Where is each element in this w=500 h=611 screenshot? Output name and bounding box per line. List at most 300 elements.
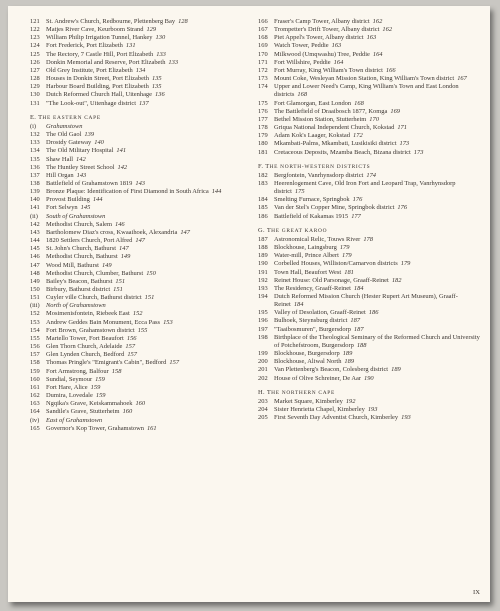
index-entry xyxy=(258,26,480,34)
entry-title: Watch Tower, Peddie xyxy=(274,42,329,50)
entry-title: Fort Willshire, Peddie xyxy=(274,58,331,66)
entry-page-number: 187 xyxy=(350,317,361,325)
entry-number: 155 xyxy=(30,334,40,342)
entry-title: Fort Glamorgan, East London xyxy=(274,99,352,107)
index-entry xyxy=(30,164,252,172)
entry-title: Mkambati-Palms, Mkambati, Lusikisiki district xyxy=(274,140,397,148)
entry-page-number: 184 xyxy=(353,284,364,292)
entry-title: Cuyler ville Church, Bathurst district xyxy=(46,294,142,302)
entry-page-number: 142 xyxy=(117,163,128,171)
entry-number: 144 xyxy=(30,237,40,245)
entry-title: Thomas Pringle's "Emigrant's Cabin", Bedford xyxy=(46,359,167,367)
entry-title: Cretaceous Deposits, Mzamba Beach, Bizana district xyxy=(274,148,411,156)
entry-number: 145 xyxy=(30,245,40,253)
index-entry xyxy=(258,59,480,67)
index-entry xyxy=(30,34,252,42)
entry-page-number: 174 xyxy=(366,171,376,179)
entry-title: Battlefield of Kakamas 1915 xyxy=(274,212,349,220)
entry-number: 164 xyxy=(30,408,40,416)
entry-title: Mosimenisfontein, Riebeek East xyxy=(46,310,130,318)
index-entry xyxy=(258,124,480,132)
entry-number: 156 xyxy=(30,343,40,351)
entry-title: The Huntley Street School xyxy=(46,163,115,171)
index-entry xyxy=(258,293,480,309)
entry-title: Adam Kok's Laager, Kokstad xyxy=(274,132,350,140)
entry-title: Dumira, Lovedale xyxy=(46,392,93,400)
entry-number: 184 xyxy=(258,196,268,204)
index-entry xyxy=(258,406,480,414)
entry-number: 171 xyxy=(258,58,268,66)
entry-page-number: 178 xyxy=(363,235,373,243)
entry-number: 163 xyxy=(30,400,40,408)
section-letter: G. xyxy=(258,226,265,234)
entry-title: The Old Gaol xyxy=(46,131,82,139)
entry-page-number: 142 xyxy=(76,155,86,163)
index-entry xyxy=(30,147,252,155)
entry-page-number: 177 xyxy=(351,212,361,220)
entry-number: 142 xyxy=(30,220,40,228)
entry-number: 124 xyxy=(30,42,40,50)
index-entry xyxy=(30,180,252,188)
entry-title: Fort Brown, Grahamstown district xyxy=(46,326,135,334)
entry-title: Drostdy Gateway xyxy=(46,139,92,147)
entry-title: Smelting Furnace, Springbok xyxy=(274,196,350,204)
entry-number: 152 xyxy=(30,310,40,318)
entry-number: 165 xyxy=(30,424,40,432)
right-column xyxy=(258,18,480,422)
entry-number: 150 xyxy=(30,286,40,293)
entry-title: Bergfontein, Vanrhynsdorp district xyxy=(274,171,364,179)
entry-title: Fort Selwyn xyxy=(46,204,78,212)
entry-page-number: 176 xyxy=(397,204,408,212)
entry-page-number: 189 xyxy=(342,350,353,358)
index-entry xyxy=(258,309,480,317)
entry-title: Governor's Kop Tower, Grahamstown xyxy=(46,424,144,432)
entry-title: Methodist Church, Clumber, Bathurst xyxy=(46,269,144,277)
index-entry xyxy=(30,139,252,147)
index-entry xyxy=(30,262,252,270)
entry-page-number: 190 xyxy=(363,374,374,382)
entry-title: Fort Hare, Alice xyxy=(46,383,88,391)
entry-number: 134 xyxy=(30,147,40,155)
entry-number: 174 xyxy=(258,83,268,91)
entry-title: Bailey's Beacon, Bathurst xyxy=(46,277,113,285)
entry-title: Shaw Hall xyxy=(46,155,73,163)
entry-page-number: 129 xyxy=(146,26,157,34)
entry-page-number: 173 xyxy=(413,148,424,156)
index-entry xyxy=(258,269,480,277)
index-entry xyxy=(258,75,480,83)
entry-title: Birthplace of the Theological Seminary of the Reformed Church and University of Potchefstroom, Burgersdorp xyxy=(274,333,480,349)
entry-number: 137 xyxy=(30,171,40,179)
entry-title: Upper and Lower Need's Camp, King William's Town and East London districts xyxy=(274,83,459,99)
section-letter: E. xyxy=(30,113,37,121)
entry-title: First Seventh Day Adventist Church, Kimberley xyxy=(274,414,399,422)
index-entry xyxy=(258,277,480,285)
entry-number: 147 xyxy=(30,261,40,269)
entry-page-number: 153 xyxy=(163,318,173,326)
entry-page-number: 169 xyxy=(390,107,400,115)
entry-page-number: 144 xyxy=(211,188,222,196)
entry-page-number: 134 xyxy=(135,66,146,74)
entry-number: (i) xyxy=(30,122,37,130)
entry-number: 123 xyxy=(30,34,40,42)
entry-title: Corbelled Houses, Williston/Carnarvon districts xyxy=(274,260,398,268)
entry-page-number: 128 xyxy=(178,18,188,25)
entry-page-number: 141 xyxy=(116,147,127,155)
entry-number: 202 xyxy=(258,374,268,382)
entry-number: 125 xyxy=(30,50,40,58)
entry-title: Fort Murray, King William's Town district xyxy=(274,66,383,74)
index-entry xyxy=(258,34,480,42)
entry-number: 193 xyxy=(258,284,268,292)
entry-page-number: 156 xyxy=(126,334,137,342)
entry-number: 173 xyxy=(258,75,268,83)
entry-number: 143 xyxy=(30,228,40,236)
entry-number: 195 xyxy=(258,309,268,317)
entry-number: 157 xyxy=(30,351,40,359)
entry-number: 151 xyxy=(30,294,40,302)
index-entry xyxy=(30,294,252,302)
entry-page-number: 150 xyxy=(146,269,156,277)
entry-number: 199 xyxy=(258,350,268,358)
entry-number: 177 xyxy=(258,115,268,123)
entry-number: 121 xyxy=(30,18,40,25)
entry-title: Milkwood (Umqwashu) Tree, Peddie xyxy=(274,50,370,58)
entry-number: 129 xyxy=(30,83,40,91)
entry-page-number: 147 xyxy=(119,245,129,253)
entry-number: 139 xyxy=(30,188,40,196)
index-entry xyxy=(30,278,252,286)
index-entry xyxy=(258,67,480,75)
entry-title: Fraser's Camp Tower, Albany district xyxy=(274,18,370,25)
section-initial: T xyxy=(266,388,272,396)
entry-page-number: 179 xyxy=(341,252,352,260)
entry-number: 182 xyxy=(258,171,268,179)
index-entry xyxy=(258,334,480,350)
entry-page-number: 144 xyxy=(92,196,103,204)
entry-title: Glen Thorn Church, Adelaide xyxy=(46,343,123,351)
entry-number: 186 xyxy=(258,212,268,220)
section-heading xyxy=(258,163,480,171)
section-title: HE NORTH-WESTERN DISTRICTS xyxy=(269,163,371,170)
index-entry xyxy=(30,131,252,139)
entry-title: Ngqika's Grave, Keiskammahoek xyxy=(46,400,133,408)
entry-page-number: 192 xyxy=(345,397,356,405)
entry-title: Matjes River Cave, Keurboom Strand xyxy=(46,26,144,34)
entry-number: 178 xyxy=(258,124,268,132)
section-heading xyxy=(30,114,252,122)
entry-title: Valley of Desolation, Graaff-Reinet xyxy=(274,309,366,317)
entry-page-number: 149 xyxy=(101,261,112,269)
index-entry xyxy=(258,18,480,26)
entry-title: Blockhouse, Laingsburg xyxy=(274,244,337,252)
entry-title: Hill Organ xyxy=(46,171,74,179)
entry-number: 169 xyxy=(258,42,268,50)
entry-page-number: 146 xyxy=(114,220,125,228)
entry-number: 141 xyxy=(30,204,40,212)
entry-title: Methodist Church, Salem xyxy=(46,220,112,228)
entry-title: Fort Frederick, Port Elizabeth xyxy=(46,42,123,50)
subsection-entry xyxy=(30,213,252,221)
entry-number: 170 xyxy=(258,50,268,58)
entry-title: Donkin Memorial and Reserve, Port Elizabeth xyxy=(46,58,166,66)
entry-title: Dutch Reformed Mission Church (Hester Rupert Art Museum), Graaff-Reinet xyxy=(274,293,458,309)
index-entry xyxy=(30,18,252,26)
entry-title: Bethel Mission Station, Stutterheim xyxy=(274,115,367,123)
subsection-entry xyxy=(30,302,252,310)
index-entry xyxy=(258,132,480,140)
entry-title: 1820 Settlers Church, Port Alfred xyxy=(46,237,133,245)
entry-page-number: 171 xyxy=(397,124,407,132)
entry-title: Grahamstown xyxy=(46,122,83,130)
entry-page-number: 145 xyxy=(80,204,91,212)
index-entry xyxy=(30,384,252,392)
entry-number: 192 xyxy=(258,276,268,284)
entry-page-number: 143 xyxy=(76,171,87,179)
entry-title: Reinet House: Old Parsonage, Graaff-Reinet xyxy=(274,276,389,284)
entry-page-number: 161 xyxy=(146,424,157,432)
index-entry xyxy=(30,286,252,294)
entry-number: (ii) xyxy=(30,212,38,220)
index-entry xyxy=(258,42,480,50)
index-entry xyxy=(30,100,252,108)
index-entry xyxy=(30,188,252,196)
index-entry xyxy=(30,196,252,204)
entry-title: "Taaibosmuren", Burgersdorp xyxy=(274,325,351,333)
entry-page-number: 140 xyxy=(94,139,104,147)
entry-page-number: 130 xyxy=(155,34,166,42)
index-entry xyxy=(30,368,252,376)
entry-page-number: 160 xyxy=(122,408,133,416)
index-entry xyxy=(30,67,252,75)
entry-page-number: 173 xyxy=(399,140,410,148)
index-entry xyxy=(30,221,252,229)
entry-page-number: 188 xyxy=(356,341,367,349)
entry-page-number: 162 xyxy=(382,26,393,34)
entry-number: (iii) xyxy=(30,302,40,310)
entry-title: Fort Armstrong, Balfour xyxy=(46,367,109,375)
index-entry xyxy=(258,358,480,366)
entry-page-number: 193 xyxy=(401,414,411,422)
entry-page-number: 157 xyxy=(127,351,137,359)
index-entry xyxy=(30,400,252,408)
subsection-entry xyxy=(30,123,252,131)
entry-page-number: 193 xyxy=(367,406,378,414)
entry-title: Birbury, Bathurst district xyxy=(46,286,111,293)
index-entry xyxy=(258,398,480,406)
entry-page-number: 166 xyxy=(385,66,396,74)
section-initial: T xyxy=(38,113,43,121)
entry-page-number: 147 xyxy=(180,228,190,236)
section-title: HE EASTERN CAPE xyxy=(42,114,101,121)
index-entry xyxy=(30,376,252,384)
entry-page-number: 133 xyxy=(156,50,166,58)
entry-number: 167 xyxy=(258,26,268,34)
index-entry xyxy=(30,392,252,400)
index-entry xyxy=(258,100,480,108)
entry-number: 138 xyxy=(30,179,40,187)
index-entry xyxy=(258,213,480,221)
index-entry xyxy=(258,149,480,157)
section-letter: H. xyxy=(258,388,265,396)
index-entry xyxy=(258,180,480,196)
entry-page-number: 168 xyxy=(354,99,364,107)
index-entry xyxy=(30,335,252,343)
index-entry xyxy=(258,51,480,59)
entry-title: House of Olive Schreiner, De Aar xyxy=(274,374,361,382)
entry-number: 203 xyxy=(258,397,268,405)
entry-title: Provost Building xyxy=(46,196,90,204)
entry-number: 140 xyxy=(30,196,40,204)
entry-number: 200 xyxy=(258,358,268,366)
entry-title: Van der Stel's Copper Mine, Springbok district xyxy=(274,204,395,212)
entry-number: 189 xyxy=(258,252,268,260)
entry-page-number: 159 xyxy=(90,383,101,391)
entry-number: 196 xyxy=(258,317,268,325)
entry-page-number: 162 xyxy=(372,18,383,25)
index-entry xyxy=(30,59,252,67)
entry-number: 136 xyxy=(30,163,40,171)
entry-page-number: 164 xyxy=(372,50,383,58)
index-entry xyxy=(30,319,252,327)
section-letter: F. xyxy=(258,162,264,170)
index-entry xyxy=(258,204,480,212)
index-entry xyxy=(30,172,252,180)
entry-page-number: 179 xyxy=(339,244,350,252)
section-title: HE NORTHERN CAPE xyxy=(271,389,335,396)
entry-number: 130 xyxy=(30,91,40,99)
entry-number: 158 xyxy=(30,359,40,367)
entry-page-number: 151 xyxy=(113,286,123,293)
entry-page-number: 182 xyxy=(391,276,402,284)
section-heading xyxy=(258,227,480,235)
entry-number: (iv) xyxy=(30,416,40,424)
entry-title: Bronze Plaque: Identification of First Diamond in South Africa xyxy=(46,188,209,196)
entry-number: 197 xyxy=(258,325,268,333)
entry-page-number: 131 xyxy=(125,42,136,50)
entry-number: 166 xyxy=(258,18,268,25)
index-entry xyxy=(258,414,480,422)
entry-title: Water-mill, Prince Albert xyxy=(274,252,339,260)
entry-title: Wood Mill, Bathurst xyxy=(46,261,99,269)
entry-number: 205 xyxy=(258,414,268,422)
entry-number: 176 xyxy=(258,107,268,115)
index-entry xyxy=(258,366,480,374)
entry-page-number: 152 xyxy=(132,310,143,318)
entry-page-number: 143 xyxy=(135,179,146,187)
entry-number: 131 xyxy=(30,99,40,107)
index-entry xyxy=(30,245,252,253)
entry-title: St. John's Church, Bathurst xyxy=(46,245,117,253)
index-entry xyxy=(30,75,252,83)
entry-title: William Philip Irrigation Tunnel, Hankey xyxy=(46,34,153,42)
entry-number: 161 xyxy=(30,383,40,391)
entry-page-number: 176 xyxy=(352,196,363,204)
entry-title: Astronomical Relic, Touws River xyxy=(274,235,361,243)
index-entry xyxy=(258,350,480,358)
entry-number: 183 xyxy=(258,179,268,187)
entry-page-number: 157 xyxy=(169,359,180,367)
entry-page-number: 170 xyxy=(369,115,379,123)
index-entry xyxy=(30,237,252,245)
entry-page-number: 157 xyxy=(125,343,136,351)
entry-title: East of Grahamstown xyxy=(46,416,103,424)
entry-title: Bartholomew Diaz's cross, Kwaaihoek, Alexandria xyxy=(46,228,178,236)
entry-page-number: 184 xyxy=(293,301,304,309)
entry-page-number: 136 xyxy=(155,91,165,99)
entry-number: 204 xyxy=(258,406,268,414)
index-entry xyxy=(258,83,480,99)
section-heading xyxy=(258,389,480,397)
entry-page-number: 179 xyxy=(400,260,411,268)
index-entry xyxy=(258,108,480,116)
index-entry xyxy=(258,252,480,260)
index-entry xyxy=(30,204,252,212)
entry-number: 179 xyxy=(258,132,268,140)
entry-title: Van Plettenberg's Beacon, Colesberg district xyxy=(274,366,389,374)
entry-number: 148 xyxy=(30,269,40,277)
index-entry xyxy=(258,317,480,325)
entry-number: 188 xyxy=(258,244,268,252)
entry-title: Sundial, Seymour xyxy=(46,375,93,383)
entry-title: Harbour Board Building, Port Elizabeth xyxy=(46,83,149,91)
index-entry xyxy=(30,343,252,351)
index-entry xyxy=(30,51,252,59)
entry-title: South of Grahamstown xyxy=(46,212,106,220)
entry-page-number: 137 xyxy=(139,99,149,107)
entry-page-number: 167 xyxy=(457,75,467,83)
entry-number: 194 xyxy=(258,293,268,300)
entry-page-number: 181 xyxy=(344,268,354,276)
page-folio: IX xyxy=(473,589,480,596)
entry-page-number: 163 xyxy=(331,42,342,50)
entry-title: Mount Coke, Wesleyan Mission Station, King William's Town district xyxy=(274,75,455,83)
entry-title: The Old Military Hospital xyxy=(46,147,114,155)
section-initial: T xyxy=(266,226,272,234)
book-page xyxy=(8,6,490,602)
index-entry xyxy=(30,351,252,359)
entry-number: 149 xyxy=(30,277,40,285)
entry-number: 127 xyxy=(30,66,40,74)
index-entry xyxy=(258,244,480,252)
entry-number: 187 xyxy=(258,235,268,243)
entry-number: 132 xyxy=(30,131,40,139)
index-entry xyxy=(30,425,252,433)
entry-page-number: 168 xyxy=(297,91,308,99)
entry-number: 168 xyxy=(258,34,268,42)
entry-page-number: 160 xyxy=(135,400,146,408)
index-entry xyxy=(258,375,480,383)
entry-number: 190 xyxy=(258,260,268,268)
entry-title: Trompetter's Drift Tower, Albany district xyxy=(274,26,380,34)
entry-page-number: 175 xyxy=(294,188,305,196)
index-entry xyxy=(30,253,252,261)
entry-title: Griqua National Independent Church, Kokstad xyxy=(274,124,395,132)
entry-number: 172 xyxy=(258,66,268,74)
entry-title: Market Square, Kimberley xyxy=(274,397,343,405)
entry-title: Bulhoek, Steynsburg district xyxy=(274,317,348,325)
entry-page-number: 149 xyxy=(120,253,131,261)
entry-page-number: 155 xyxy=(137,326,148,334)
entry-number: 146 xyxy=(30,253,40,261)
index-entry xyxy=(30,26,252,34)
entry-title: The Battlefield of Draaibosch 1877, Komga xyxy=(274,107,388,115)
entry-page-number: 147 xyxy=(135,237,146,245)
index-entry xyxy=(258,172,480,180)
entry-title: The Residency, Graaff-Reinet xyxy=(274,284,351,292)
entry-number: 198 xyxy=(258,333,268,341)
